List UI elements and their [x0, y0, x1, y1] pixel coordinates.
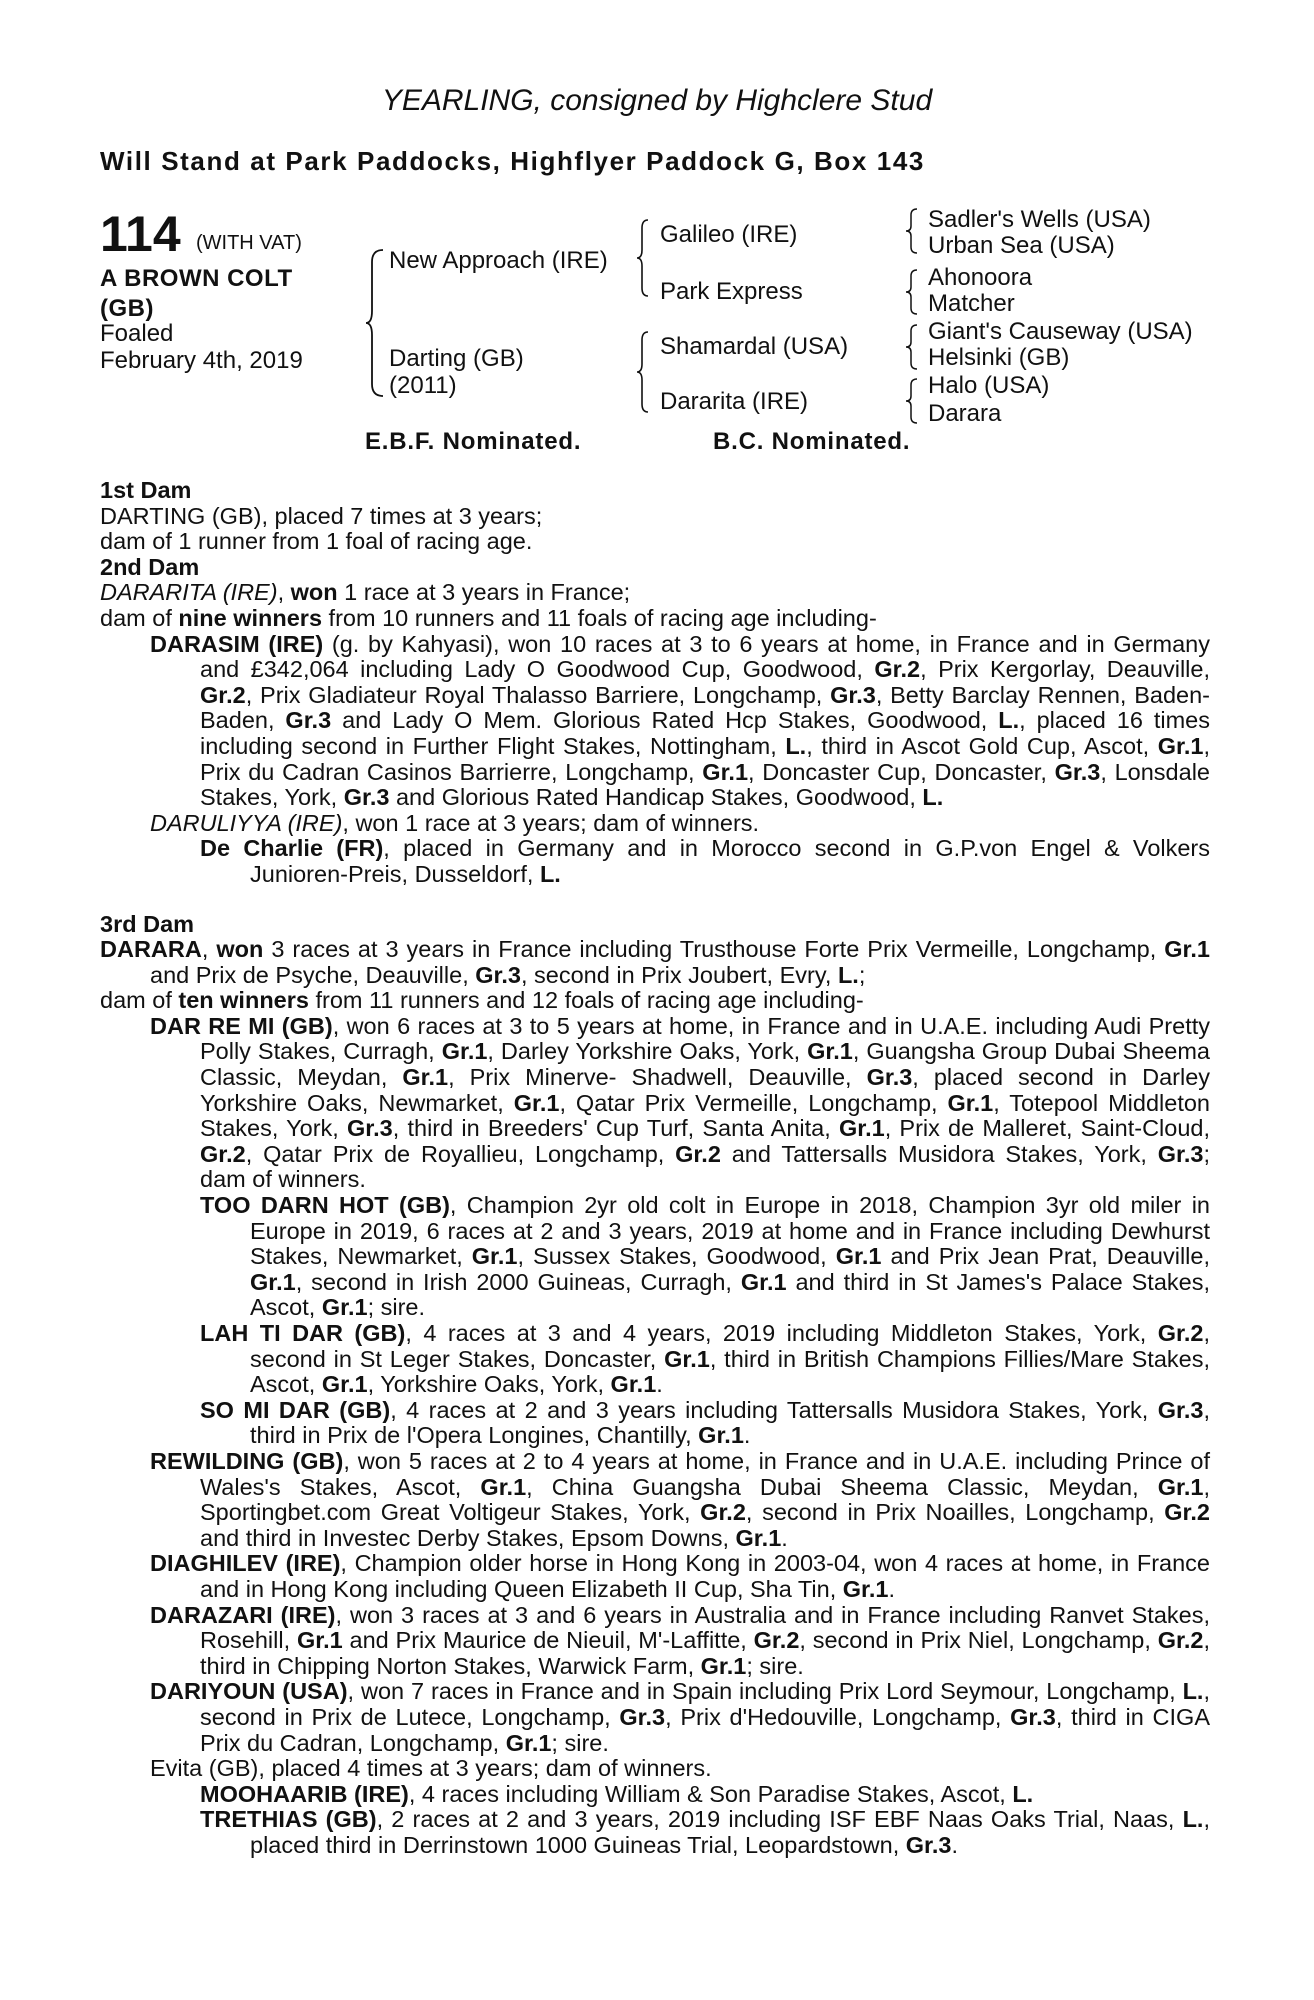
pedigree-brace-dam — [636, 330, 650, 414]
foaled-date: February 4th, 2019 — [100, 347, 303, 374]
first-dam-line: DARTING (GB), placed 7 times at 3 years; — [100, 502, 543, 529]
foaled-info — [100, 320, 303, 374]
horse-name: TOO DARN HOT (GB) — [200, 1192, 450, 1219]
bc-nominated: B.C. Nominated. — [713, 428, 911, 455]
pedigree-brace-main — [365, 248, 385, 398]
horse-name: MOOHAARIB (IRE) — [200, 1780, 409, 1807]
race-grade: L. — [539, 860, 561, 887]
progeny-entry — [100, 1321, 1210, 1398]
record-text: ; dam of winners. — [200, 1140, 1210, 1193]
race-grade: Gr.2 — [874, 656, 921, 683]
record-text: , second in Prix Noailles, Longchamp, — [745, 1499, 1165, 1526]
record-text: , won 1 race at 3 years; dam of winners. — [342, 809, 760, 836]
record-text: ; sire. — [551, 1729, 609, 1756]
race-grade: Gr.3 — [866, 1064, 913, 1091]
race-grade: Gr.1 — [402, 1064, 449, 1091]
race-grade: Gr.1 — [513, 1089, 560, 1116]
race-grade: L. — [1182, 1806, 1204, 1833]
race-grade: Gr.1 — [702, 758, 749, 785]
record-text: , placed second in Darley Yorkshire Oaks, Newmarket, — [200, 1064, 1211, 1116]
pedigree-dam-dam: Dararita (IRE) — [660, 388, 809, 415]
race-grade: Gr.1 — [471, 1243, 518, 1270]
winners-count: nine winners — [178, 604, 323, 631]
record-text: , third in Chipping Norton Stakes, Warwick Farm, — [200, 1627, 1210, 1679]
horse-name: DARASIM (IRE) — [150, 630, 324, 657]
record-text: , third in Prix de l'Opera Longines, Chantilly, — [250, 1396, 1210, 1449]
race-grade: Gr.1 — [947, 1089, 994, 1116]
page-title: YEARLING, consigned by Highclere Stud — [381, 84, 933, 117]
location-subtitle: Will Stand at Park Paddocks, Highflyer Paddock G, Box 143 — [100, 146, 925, 176]
race-grade: Gr.1 — [441, 1038, 488, 1065]
record-text: , 4 races including William & Son Paradise Stakes, Ascot, — [408, 1780, 1013, 1807]
record-text: , Qatar Prix Vermeille, Longchamp, — [559, 1089, 948, 1116]
record-text: , Qatar Prix de Royallieu, Longchamp, — [245, 1140, 676, 1167]
progeny-entry — [100, 1398, 1210, 1449]
progeny-entry — [100, 811, 1210, 837]
record-text: , second in Prix de Lutece, Longchamp, — [200, 1678, 1210, 1730]
second-dam-produce — [100, 606, 1210, 632]
pedigree-brace-gg1 — [905, 207, 919, 255]
race-grade: Gr.3 — [619, 1703, 666, 1730]
record-text: , Prix d'Hedouville, Longchamp, — [665, 1703, 1011, 1730]
record-text: , China Guangsha Dubai Sheema Classic, Meydan, — [526, 1473, 1158, 1500]
record-text: ; sire. — [367, 1294, 426, 1321]
record-text: ; sire. — [746, 1652, 804, 1679]
record-text: , 4 races at 3 and 4 years, 2019 including Middleton Stakes, York, — [405, 1320, 1158, 1346]
pedigree-sire-dam: Park Express — [660, 278, 803, 305]
produce-suffix: from 10 runners and 11 foals of racing age including- — [322, 604, 877, 631]
record-text: . — [781, 1524, 788, 1551]
race-grade: Gr.1 — [505, 1729, 552, 1756]
race-grade: Gr.3 — [905, 1831, 952, 1858]
record-text: and third in Investec Derby Stakes, Epsom Downs, — [200, 1524, 736, 1551]
lot-description-line2: (GB) — [100, 295, 154, 322]
race-grade: Gr.1 — [838, 1115, 885, 1142]
progeny-entry — [100, 632, 1210, 811]
race-grade: Gr.1 — [321, 1294, 368, 1321]
record-text: , Champion 2yr old colt in Europe in 2018, Champion 3yr old miler in Europe in 2019, 6 races at 2 and 3 years, 2019 at home and in France including Dewhurst Stakes, Newmarket, — [250, 1192, 1211, 1270]
ebf-nominated: E.B.F. Nominated. — [365, 428, 582, 455]
record-text: ; — [858, 961, 866, 988]
record-text: , — [201, 936, 217, 963]
record-text: , third in Ascot Gold Cup, Ascot, — [806, 732, 1158, 759]
race-grade: Gr.3 — [475, 961, 521, 988]
progeny-entry — [100, 1603, 1210, 1680]
record-text: , third in CIGA Prix du Cadran, Longchamp, — [200, 1703, 1210, 1756]
third-dam-heading: 3rd Dam — [100, 910, 195, 937]
race-grade: Gr.1 — [296, 1627, 343, 1654]
race-grade: Gr.2 — [200, 681, 246, 708]
second-dam-record-text: 1 race at 3 years in France; — [337, 579, 631, 606]
pedigree-gg-1: Sadler's Wells (USA) — [928, 206, 1151, 233]
record-text: and third in St James's Palace Stakes, Ascot, — [250, 1268, 1210, 1321]
race-grade: Gr.3 — [1157, 1396, 1204, 1423]
record-text: (g. by Kahyasi), won 10 races at 3 to 6 years at home, in France and in Germany and £342,064 including Lady O Goodwood Cup, Goodwood, — [200, 630, 1210, 683]
vat-note: (WITH VAT) — [196, 232, 302, 254]
race-grade: Gr.1 — [664, 1345, 710, 1372]
record-text: , won 5 races at 2 to 4 years at home, in France and in U.A.E. including Prince of Wales's Stakes, Ascot, — [200, 1447, 1211, 1500]
first-dam-line: dam of 1 runner from 1 foal of racing age. — [100, 528, 533, 555]
record-text: , 4 races at 2 and 3 years including Tattersalls Musidora Stakes, York, — [390, 1396, 1158, 1423]
pedigree-brace-sire — [636, 218, 650, 298]
record-text: , third in British Champions Fillies/Mare Stakes, Ascot, — [250, 1345, 1210, 1398]
race-grade: Gr.3 — [1010, 1703, 1056, 1730]
pedigree-brace-gg4 — [905, 377, 919, 425]
pedigree-dam — [389, 345, 524, 399]
race-grade: Gr.2 — [1164, 1499, 1210, 1526]
race-grade: Gr.3 — [830, 681, 876, 708]
record-text: and Lady O Mem. Glorious Rated Hcp Stakes, Goodwood, — [331, 707, 999, 734]
progeny-entry — [100, 836, 1210, 887]
race-grade: Gr.2 — [1157, 1627, 1204, 1654]
horse-name: DIAGHILEV (IRE) — [150, 1550, 341, 1577]
race-grade: Gr.1 — [610, 1371, 657, 1398]
produce-prefix: dam of — [100, 987, 179, 1014]
race-grade: Gr.1 — [321, 1371, 368, 1398]
pedigree-gg-4: Matcher — [928, 290, 1015, 317]
record-text: and Prix de Psyche, Deauville, — [150, 961, 476, 988]
progeny-entry — [100, 1449, 1210, 1551]
race-grade: Gr.3 — [285, 707, 332, 734]
foaled-label: Foaled — [100, 320, 174, 347]
winners-count: ten winners — [178, 987, 309, 1014]
race-grade: Gr.1 — [700, 1652, 747, 1679]
pedigree-brace-gg3 — [905, 323, 919, 371]
race-grade: Gr.3 — [1157, 1140, 1204, 1167]
horse-name: DARULIYYA (IRE) — [150, 809, 343, 836]
race-grade: L. — [837, 961, 859, 988]
progeny-entry — [100, 1014, 1210, 1193]
second-dam-section — [100, 555, 1210, 888]
race-grade: Gr.3 — [347, 1115, 393, 1142]
second-dam-name: DARARITA (IRE) — [100, 579, 278, 606]
horse-name: REWILDING (GB) — [150, 1447, 344, 1474]
record-text: , Sportingbet.com Great Voltigeur Stakes, York, — [200, 1473, 1211, 1526]
progeny-entry — [100, 1756, 1210, 1782]
horse-name: De Charlie (FR) — [200, 835, 384, 862]
progeny-entry — [100, 1807, 1210, 1858]
race-grade: Gr.3 — [343, 784, 390, 811]
record-text: , Guangsha Group Dubai Sheema Classic, Meydan, — [200, 1038, 1210, 1091]
record-text: , Prix Gladiateur Royal Thalasso Barriere, Longchamp, — [245, 681, 831, 708]
record-text: . — [743, 1422, 751, 1449]
record-text: , second in Prix Niel, Longchamp, — [799, 1627, 1158, 1654]
race-grade: Gr.2 — [675, 1140, 721, 1167]
pedigree-gg-5: Giant's Causeway (USA) — [928, 318, 1193, 345]
second-dam-record — [100, 580, 1210, 606]
horse-name: TRETHIAS (GB) — [200, 1806, 377, 1833]
record-text: , won 7 races in France and in Spain including Prix Lord Seymour, Longchamp, — [347, 1678, 1183, 1705]
record-text: . — [656, 1371, 663, 1398]
record-text: , Betty Barclay Rennen, Baden-Baden, — [200, 681, 1210, 734]
horse-name: DAR RE MI (GB) — [150, 1012, 333, 1039]
won-label: won — [290, 579, 338, 606]
record-text: and Glorious Rated Handicap Stakes, Goodwood, — [389, 784, 923, 811]
pedigree-dam-sire: Shamardal (USA) — [660, 333, 849, 360]
progeny-entry — [100, 1679, 1210, 1756]
record-text: , placed 4 times at 3 years; dam of winners. — [258, 1755, 712, 1782]
race-grade: L. — [1182, 1678, 1204, 1705]
race-grade: Gr.2 — [200, 1140, 246, 1167]
first-dam-heading: 1st Dam — [100, 477, 192, 503]
record-text: , second in St Leger Stakes, Doncaster, — [250, 1320, 1210, 1372]
race-grade: won — [216, 936, 264, 963]
record-text: , Totepool Middleton Stakes, York, — [200, 1089, 1210, 1142]
pedigree-dam-year: (2011) — [389, 372, 457, 399]
race-grade: L. — [785, 732, 807, 759]
race-grade: Gr.1 — [1157, 1473, 1204, 1500]
race-grade: Gr.1 — [735, 1524, 782, 1551]
third-dam-section — [100, 912, 1210, 1859]
record-text: , second in Prix Joubert, Evry, — [520, 961, 838, 988]
pedigree-brace-gg2 — [905, 268, 919, 316]
record-text: , second in Irish 2000 Guineas, Curragh, — [295, 1268, 741, 1295]
record-text: , placed 16 times including second in Further Flight Stakes, Nottingham, — [200, 707, 1210, 759]
record-text: , Yorkshire Oaks, York, — [367, 1371, 611, 1398]
race-grade: L. — [922, 784, 944, 811]
record-text: and Prix Maurice de Nieuil, M'-Laffitte, — [342, 1627, 754, 1654]
race-grade: Gr.1 — [835, 1243, 882, 1270]
race-grade: Gr.1 — [480, 1473, 527, 1500]
progeny-entry — [100, 1782, 1210, 1808]
race-grade: L. — [998, 707, 1020, 734]
race-grade: Gr.1 — [1157, 732, 1204, 759]
record-text: 3 races at 3 years in France including Trusthouse Forte Prix Vermeille, Longchamp, — [263, 936, 1165, 963]
lot-number: 114 — [100, 206, 181, 262]
horse-name: LAH TI DAR (GB) — [200, 1320, 406, 1346]
first-dam-section — [100, 478, 1210, 555]
produce-suffix: from 11 runners and 12 foals of racing age including- — [308, 987, 864, 1014]
lot-description — [100, 264, 293, 324]
record-text: , 2 races at 2 and 3 years, 2019 including ISF EBF Naas Oaks Trial, Naas, — [376, 1806, 1183, 1833]
pedigree-sire: New Approach (IRE) — [389, 247, 608, 274]
pedigree-gg-6: Helsinki (GB) — [928, 344, 1070, 371]
text-sep: , — [277, 579, 291, 606]
second-dam-progeny-list — [100, 632, 1210, 888]
record-text: , Sussex Stakes, Goodwood, — [517, 1243, 836, 1270]
race-grade: Gr.3 — [1054, 758, 1101, 785]
race-grade: Gr.1 — [740, 1268, 787, 1295]
race-grade: DARARA — [100, 936, 202, 963]
record-text: , placed third in Derrinstown 1000 Guineas Trial, Leopardstown, — [250, 1806, 1210, 1858]
race-grade: Gr.2 — [700, 1499, 746, 1526]
second-dam-heading: 2nd Dam — [100, 553, 200, 580]
catalogue-body — [100, 478, 1210, 1858]
record-text: , Lonsdale Stakes, York, — [200, 758, 1210, 811]
horse-name: SO MI DAR (GB) — [200, 1396, 391, 1423]
third-dam-produce — [100, 988, 1210, 1014]
race-grade: Gr.1 — [807, 1038, 853, 1065]
horse-name: DARIYOUN (USA) — [150, 1678, 348, 1705]
record-text: , Prix Minerve- Shadwell, Deauville, — [448, 1064, 867, 1091]
record-text: , Prix de Malleret, Saint-Cloud, — [884, 1115, 1211, 1142]
record-text: , placed in Germany and in Morocco second in G.P.von Engel & Volkers Junioren-Preis, Dusseldorf, — [250, 835, 1210, 887]
produce-prefix: dam of — [100, 604, 179, 631]
record-text: , won 6 races at 3 to 5 years at home, in France and in U.A.E. including Audi Pretty Polly Stakes, Curragh, — [200, 1012, 1210, 1065]
lot-description-line1: A BROWN COLT — [100, 265, 293, 292]
horse-name: Evita (GB) — [150, 1755, 259, 1782]
third-dam-progeny-list — [100, 1014, 1210, 1859]
race-grade: Gr.1 — [1164, 936, 1210, 963]
race-grade: Gr.2 — [753, 1627, 800, 1654]
race-grade: L. — [1012, 1780, 1034, 1807]
record-text: , Prix Kergorlay, Deauville, — [920, 656, 1211, 683]
record-text: and Prix Jean Prat, Deauville, — [881, 1243, 1211, 1270]
pedigree-dam-name: Darting (GB) — [389, 345, 524, 372]
record-text: , third in Breeders' Cup Turf, Santa Anita, — [392, 1115, 839, 1142]
horse-name: DARAZARI (IRE) — [150, 1601, 336, 1628]
race-grade: Gr.1 — [698, 1422, 744, 1449]
pedigree-sire-sire: Galileo (IRE) — [660, 221, 798, 248]
record-text: , Prix du Cadran Casinos Barrierre, Longchamp, — [200, 732, 1210, 785]
pedigree-gg-3: Ahonoora — [928, 264, 1033, 291]
race-grade: Gr.1 — [250, 1268, 296, 1295]
record-text: , Champion older horse in Hong Kong in 2003-04, won 4 races at home, in France and in Hong Kong including Queen Elizabeth II Cup, Sha Tin, — [200, 1550, 1210, 1602]
race-grade: Gr.2 — [1157, 1320, 1204, 1346]
pedigree-gg-7: Halo (USA) — [928, 372, 1050, 399]
record-text: , Darley Yorkshire Oaks, York, — [487, 1038, 808, 1065]
pedigree-gg-2: Urban Sea (USA) — [928, 232, 1115, 259]
record-text: . — [951, 1831, 959, 1858]
record-text: , Doncaster Cup, Doncaster, — [748, 758, 1055, 785]
record-text: and Tattersalls Musidora Stakes, York, — [720, 1140, 1158, 1167]
race-grade: Gr.1 — [842, 1575, 889, 1602]
progeny-entry — [100, 1551, 1210, 1602]
record-text: , won 3 races at 3 and 6 years in Australia and in France including Ranvet Stakes, Rosehill, — [200, 1601, 1210, 1654]
progeny-entry — [100, 1193, 1210, 1321]
pedigree-gg-8: Darara — [928, 400, 1002, 427]
record-text: . — [888, 1575, 896, 1602]
third-dam-record — [100, 937, 1210, 988]
